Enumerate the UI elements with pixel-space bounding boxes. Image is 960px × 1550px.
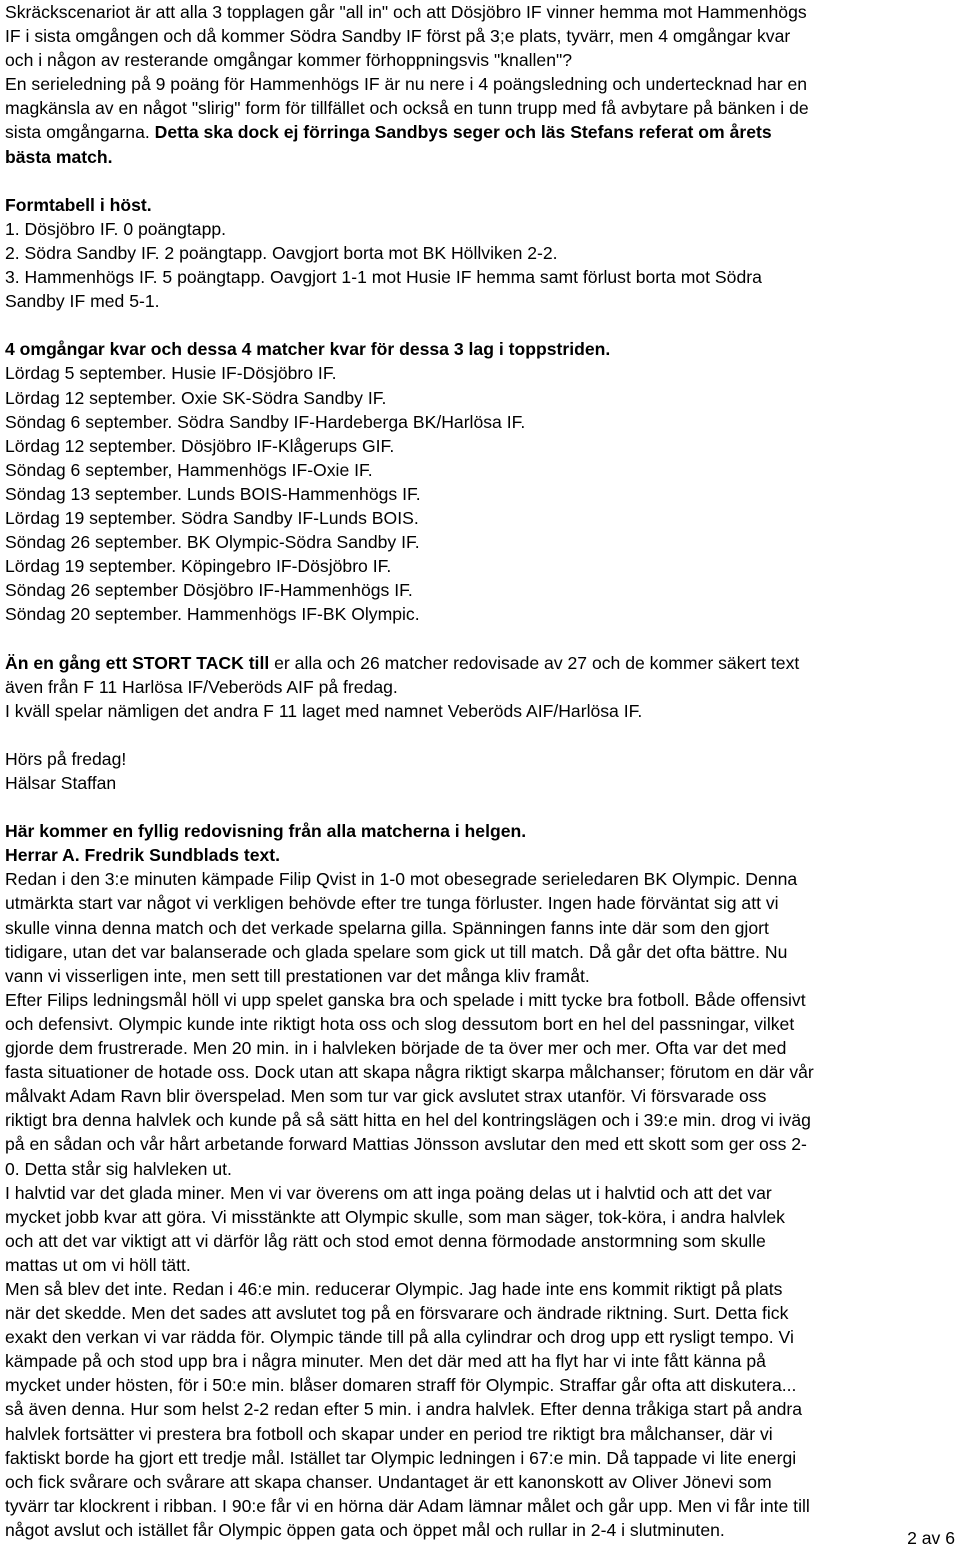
spacer: [5, 626, 957, 650]
text-plain: er alla och 26 matcher redovisade av 27 och de kommer säkert text: [269, 652, 800, 673]
formtabell-heading: Formtabell i höst.: [5, 194, 152, 215]
text-line: Skräckscenariot är att alla 3 topplagen går "all in" och att Dösjöbro IF vinner hemma mot Hammenhögs: [5, 2, 807, 22]
text-line: magkänsla av en något "slirig" form för tillfället och också en tunn trupp med få avbytare på bänken i de: [5, 98, 809, 119]
text-plain: sista omgångarna.: [5, 122, 155, 143]
formtabell-row: 2. Södra Sandby IF. 2 poängtapp. Oavgjort borta mot BK Höllviken 2-2.: [5, 242, 558, 263]
match-row: Lördag 12 september. Dösjöbro IF-Klågerups GIF.: [5, 435, 395, 456]
match-row: Lördag 19 september. Köpingebro IF-Dösjöbro IF.: [5, 556, 392, 577]
match-row: Lördag 5 september. Husie IF-Dösjöbro IF.: [5, 363, 337, 384]
text-bold: Detta ska dock ej förringa Sandbys seger och läs Stefans referat om årets: [154, 122, 772, 143]
report-line: faktiskt borde ha gjort ett tredje mål. Istället tar Olympic ledningen i 67:e min. Då tappade vi lite energi: [5, 1447, 797, 1468]
report-line: när det skedde. Men det sades att avslutet tog på en försvarare och ändrade riktning. Surt. Detta fick: [5, 1303, 789, 1324]
report-line: 0. Detta står sig halvleken ut.: [5, 1158, 232, 1179]
page-number: 2 av 6: [907, 1528, 955, 1548]
report-line: halvlek fortsätter vi prestera bra fotboll och skapar under en period tre riktigt bra målchanser, där vi: [5, 1423, 773, 1444]
spacer: [5, 169, 957, 193]
report-line: Men så blev det inte. Redan i 46:e min. reducerar Olympic. Jag hade inte ens kommit riktigt på plats: [5, 1278, 783, 1299]
text-line: En serieledning på 9 poäng för Hammenhögs IF är nu nere i 4 poängsledning och undertecknad har en: [5, 74, 808, 95]
intro-paragraph: [5, 0, 957, 169]
match-row: Söndag 6 september, Hammenhögs IF-Oxie IF.: [5, 459, 373, 480]
report-section: [5, 819, 957, 1542]
report-line: målvakt Adam Ravn blir överspelad. Men som tur var gick avslutet strax utanför. Vi försvarade oss: [5, 1086, 767, 1107]
formtabell-row: 3. Hammenhögs IF. 5 poängtapp. Oavgjort 1-1 mot Husie IF hemma samt förlust borta mot Södra: [5, 267, 762, 288]
text-line: och i någon av resterande omgångar kommer förhoppningsvis "knallen"?: [5, 50, 573, 71]
report-line: tidigare, utan det var balanserade och glada spelare som gick ut till match. Då går det ofta bättre. Nu: [5, 941, 788, 962]
spacer: [5, 723, 957, 747]
text-line: IF i sista omgången och då kommer Södra Sandby IF först på 3;e plats, tyvärr, men 4 omgångar kvar: [5, 26, 791, 47]
match-row: Söndag 6 september. Södra Sandby IF-Hardeberga BK/Harlösa IF.: [5, 411, 526, 432]
thanks-paragraph: [5, 651, 957, 723]
report-heading: Här kommer en fyllig redovisning från alla matcherna i helgen.: [5, 821, 527, 842]
spacer: [5, 313, 957, 337]
text-bold-line: bästa match.: [5, 146, 113, 167]
sign-off: [5, 747, 957, 795]
report-line: vann vi visserligen inte, men sett till prestationen var det många kliv framåt.: [5, 965, 590, 986]
report-line: tyvärr tar klockrent i ribban. I 90:e får vi en hörna där Adam lämnar målet och går upp. Men vi får inte till: [5, 1495, 810, 1516]
report-line: mycket jobb kvar att göra. Vi misstänkte att Olympic skulle, som man säger, tok-köra, i andra halvlek: [5, 1206, 785, 1227]
spacer: [5, 795, 957, 819]
match-row: Lördag 12 september. Oxie SK-Södra Sandby IF.: [5, 387, 387, 408]
report-line: och att det var viktigt att vi därför låg rätt och stod emot denna förmodade anstormning som skulle: [5, 1230, 766, 1251]
formtabell-row: 1. Dösjöbro IF. 0 poängtapp.: [5, 218, 227, 239]
report-line: och fick svårare och svårare att skapa chanser. Undantaget är ett kanonskott av Oliver Jönevi som: [5, 1471, 772, 1492]
text-line: [5, 120, 957, 144]
report-line: skulle vinna denna match och det verkade spelarna gilla. Spänningen fanns inte där som den gjort: [5, 917, 769, 938]
match-row: Söndag 20 september. Hammenhögs IF-BK Olympic.: [5, 604, 420, 625]
text-bold: Än en gång ett STORT TACK till: [5, 652, 270, 673]
match-row: Söndag 26 september Dösjöbro IF-Hammenhögs IF.: [5, 580, 413, 601]
report-line: Redan i den 3:e minuten kämpade Filip Qvist in 1-0 mot obesegrade serieledaren BK Olympic. Denna: [5, 869, 798, 890]
report-line: mattas ut om vi höll tätt.: [5, 1254, 191, 1275]
report-line: riktigt bra denna halvlek och kunde på så sätt hitta en hel del kontringslägen och i 39:e min. drog vi iväg: [5, 1110, 811, 1131]
formtabell-row: Sandby IF med 5-1.: [5, 291, 160, 312]
report-line: kämpade på och stod upp bra i några minuter. Men det där med att ha flyt har vi inte fått känna på: [5, 1351, 766, 1372]
text-line: [5, 651, 957, 675]
report-line: exakt den verkan vi var rädda för. Olympic tände till på alla cylindrar och drog upp ett rysligt tempo. Vi: [5, 1327, 794, 1348]
report-line: så även denna. Hur som helst 2-2 redan efter 5 min. i andra halvlek. Efter denna tråkiga start på andra: [5, 1399, 803, 1420]
report-line: och defensivt. Olympic kunde inte riktigt hota oss och slog dessutom bort en hel del passningar, vilket: [5, 1013, 795, 1034]
report-line: utmärkta start var något vi verkligen behövde efter tre tunga förluster. Ingen hade förväntat sig att vi: [5, 893, 779, 914]
greeting: Hörs på fredag!: [5, 748, 127, 769]
signature: Hälsar Staffan: [5, 773, 117, 793]
matches-heading: 4 omgångar kvar och dessa 4 matcher kvar för dessa 3 lag i toppstriden.: [5, 339, 611, 360]
report-line: på en sådan och vår hårt arbetande forward Mattias Jönsson avslutar den med ett skott som ger oss 2-: [5, 1134, 807, 1155]
text-line: även från F 11 Harlösa IF/Veberöds AIF på fredag.: [5, 676, 398, 697]
report-line: mycket under hösten, för i 50:e min. blåser domaren straff för Olympic. Straffar går ofta att diskutera...: [5, 1375, 797, 1396]
report-line: något avslut och istället får Olympic öppen gata och öppet mål och rullar in 2-4 i slutminuten.: [5, 1519, 725, 1540]
report-line: fasta situationer de hotade oss. Dock utan att skapa några riktigt skarpa målchanser; förutom en där vår: [5, 1062, 814, 1083]
report-line: gjorde dem frustrerade. Men 20 min. in i halvleken började de ta över mer och mer. Ofta var det med: [5, 1038, 787, 1059]
match-row: Söndag 26 september. BK Olympic-Södra Sandby IF.: [5, 532, 420, 553]
text-line: I kväll spelar nämligen det andra F 11 laget med namnet Veberöds AIF/Harlösa IF.: [5, 700, 643, 721]
formtabell-section: [5, 193, 957, 313]
document-page: [5, 0, 957, 1542]
report-subheading: Herrar A. Fredrik Sundblads text.: [5, 845, 281, 866]
report-line: Efter Filips ledningsmål höll vi upp spelet ganska bra och spelade i mitt tycke bra fotboll. Både offensivt: [5, 989, 806, 1010]
match-row: Söndag 13 september. Lunds BOIS-Hammenhögs IF.: [5, 483, 421, 504]
match-row: Lördag 19 september. Södra Sandby IF-Lunds BOIS.: [5, 507, 419, 528]
matches-section: [5, 337, 957, 626]
report-line: I halvtid var det glada miner. Men vi var överens om att inga poäng delas ut i halvtid och att det var: [5, 1182, 772, 1203]
